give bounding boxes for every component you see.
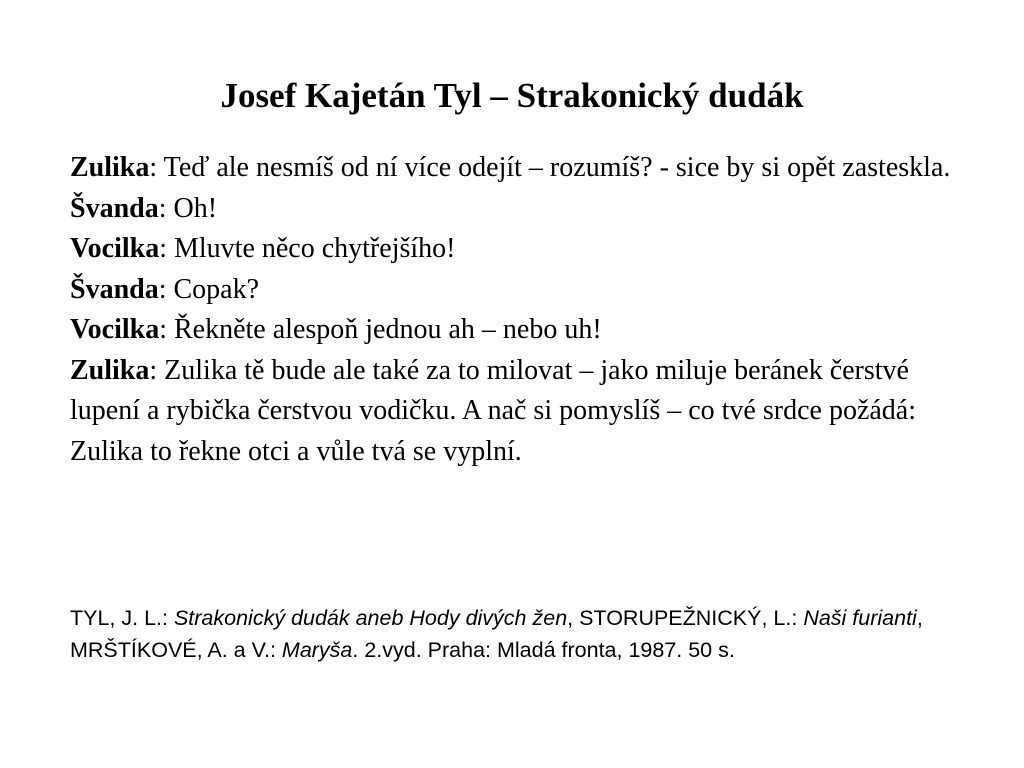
speaker-name: Zulika bbox=[70, 354, 150, 386]
speaker-name: Vocilka bbox=[70, 233, 160, 264]
dialogue-line bbox=[70, 310, 970, 351]
speaker-name: Švanda bbox=[70, 273, 159, 305]
citation-publication-info: . 2.vyd. Praha: Mladá fronta, 1987. 50 s. bbox=[352, 638, 735, 662]
dialogue-text: : Zulika tě bude ale také za to milovat – jako miluje beránek čerstvé lupení a rybička čerstvou vodičku. A nač si pomyslíš – co tvé srdce požádá: Zulika to řekne otci a vůle tvá se vyplní. bbox=[70, 354, 917, 467]
dialogue-text: : Copak? bbox=[158, 273, 260, 305]
dialogue-text: : Řekněte alespoň jednou ah – nebo uh! bbox=[159, 314, 602, 345]
speaker-name: Zulika bbox=[70, 152, 150, 183]
dialogue-line bbox=[70, 351, 970, 473]
speaker-name: Vocilka bbox=[70, 314, 160, 345]
dialogue-text: : Mluvte něco chytřejšího! bbox=[159, 233, 456, 264]
dialogue-text: : Teď ale nesmíš od ní více odejít – rozumíš? - sice by si opět zasteskla. bbox=[149, 152, 951, 183]
citation-work-title: Maryša bbox=[281, 638, 353, 662]
citation-author-mrstikove: , MRŠTÍKOVÉ, A. a V.: bbox=[70, 606, 923, 662]
dialogue-line bbox=[70, 148, 970, 189]
dialogue-line bbox=[70, 189, 970, 230]
dialogue-line bbox=[70, 229, 970, 270]
citation-work-title: Naši furianti bbox=[803, 606, 917, 630]
dialogue-line bbox=[70, 270, 970, 311]
dialogue-block bbox=[70, 148, 970, 472]
dialogue-text: : Oh! bbox=[158, 192, 218, 224]
citation-work-title: Strakonický dudák aneb Hody divých žen bbox=[173, 606, 568, 630]
citation-author-tyl: TYL, J. L.: bbox=[70, 606, 174, 630]
slide-title: Josef Kajetán Tyl – Strakonický dudák bbox=[220, 76, 804, 115]
speaker-name: Švanda bbox=[70, 192, 159, 224]
bibliographic-citation bbox=[70, 602, 970, 666]
citation-author-stroupeznicky: , STORUPEŽNICKÝ, L.: bbox=[567, 606, 804, 630]
